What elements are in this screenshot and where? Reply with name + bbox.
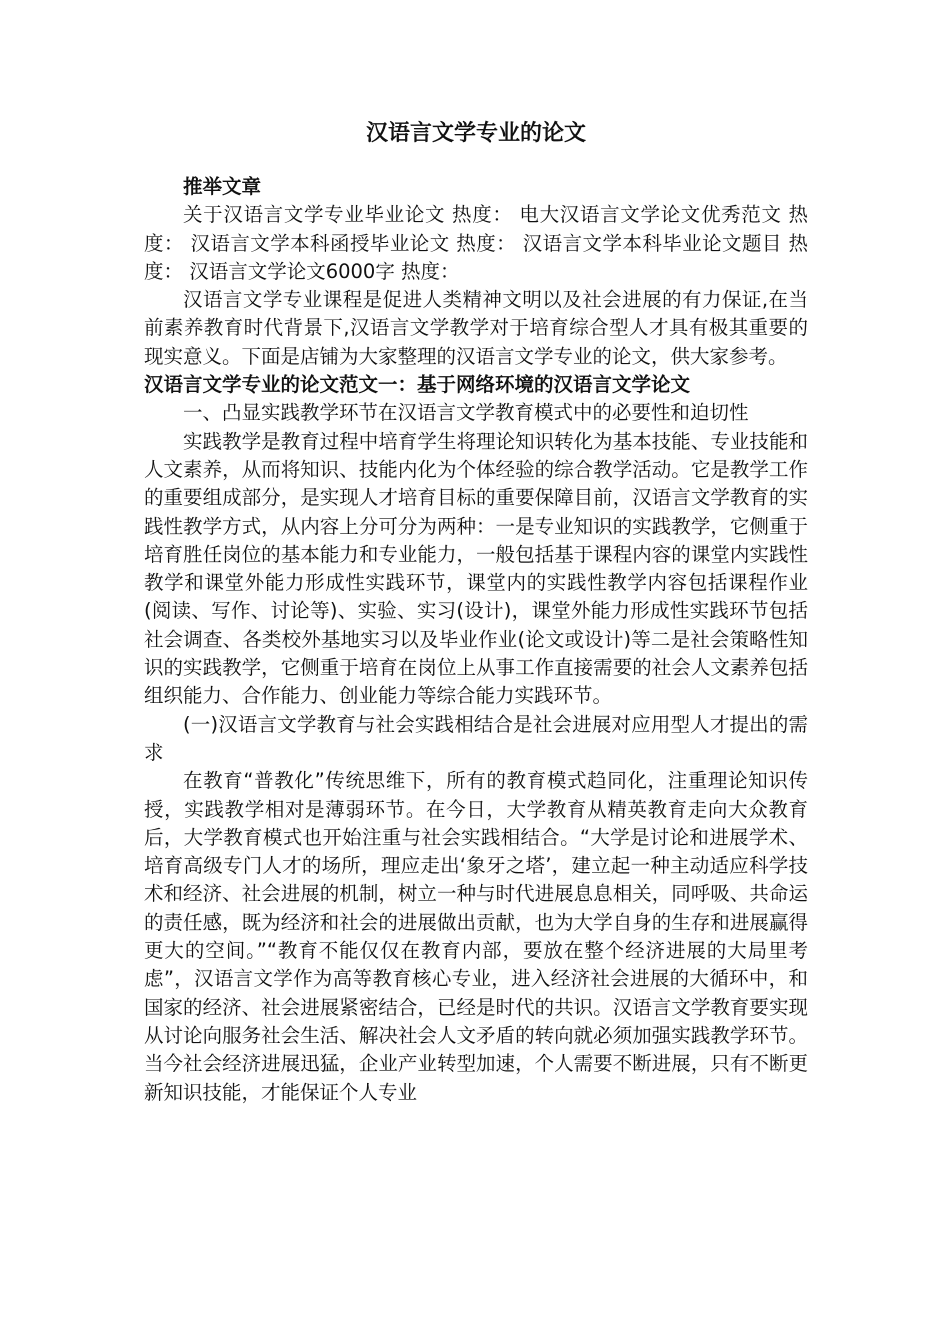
recommend-heading: 推举文章 (183, 175, 262, 198)
document-title: 汉语言文学专业的论文 (365, 121, 586, 146)
document-page (144, 118, 808, 1107)
point-one-heading: 一、凸显实践教学环节在汉语言文学教育模式中的必要性和迫切性 (183, 401, 749, 425)
recommend-list: 关于汉语言文学专业毕业论文 热度： 电大汉语言文学论文优秀范文 热度： 汉语言文学本科函授毕业论文 热度： 汉语言文学本科毕业论文题目 热度： 汉语言文学论文6000字 热度： (144, 203, 808, 283)
society-paragraph: 在教育“普教化”传统思维下，所有的教育模式趋同化，注重理论知识传授，实践教学相对是薄弱环节。在今日，大学教育从精英教育走向大众教育后，大学教育模式也开始注重与社会实践相结合。“大学是讨论和进展学术、培育高级专门人才的场所，理应走出‘象牙之塔’，建立起一种主动适应科学技术和经济、社会进展的机制，树立一种与时代进展息息相关，同呼吸、共命运的责任感，既为经济和社会的进展做出贡献，也为大学自身的生存和进展赢得更大的空间。”“教育不能仅仅在教育内部，要放在整个经济进展的大局里考虑”，汉语言文学作为高等教育核心专业，进入经济社会进展的大循环中，和国家的经济、社会进展紧密结合，已经是时代的共识。汉语言文学教育要实现从讨论向服务社会生活、解决社会人文矛盾的转向就必须加强实践教学环节。当今社会经济进展迅猛，企业产业转型加速，个人需要不断进展，只有不断更新知识技能，才能保证个人专业 (144, 769, 808, 1104)
section-heading: 汉语言文学专业的论文范文一：基于网络环境的汉语言文学论文 (144, 373, 691, 397)
sub-point-one-heading: (一)汉语言文学教育与社会实践相结合是社会进展对应用型人才提出的需求 (144, 712, 808, 764)
practice-paragraph: 实践教学是教育过程中培育学生将理论知识转化为基本技能、专业技能和人文素养，从而将知识、技能内化为个体经验的综合教学活动。它是教学工作的重要组成部分，是实现人才培育目标的重要保障目前，汉语言文学教育的实践性教学方式，从内容上分可分为两种：一是专业知识的实践教学，它侧重于培育胜任岗位的基本能力和专业能力，一般包括基于课程内容的课堂内实践性教学和课堂外能力形成性实践环节，课堂内的实践性教学内容包括课程作业(阅读、写作、讨论等)、实验、实习(设计)，课堂外能力形成性实践环节包括社会调查、各类校外基地实习以及毕业作业(论文或设计)等二是社会策略性知识的实践教学，它侧重于培育在岗位上从事工作直接需要的社会人文素养包括组织能力、合作能力、创业能力等综合能力实践环节。 (144, 429, 808, 708)
intro-paragraph: 汉语言文学专业课程是促进人类精神文明以及社会进展的有力保证,在当前素养教育时代背景下,汉语言文学教学对于培育综合型人才具有极其重要的现实意义。下面是店铺为大家整理的汉语言文学专业的论文，供大家参考。 (144, 288, 808, 368)
